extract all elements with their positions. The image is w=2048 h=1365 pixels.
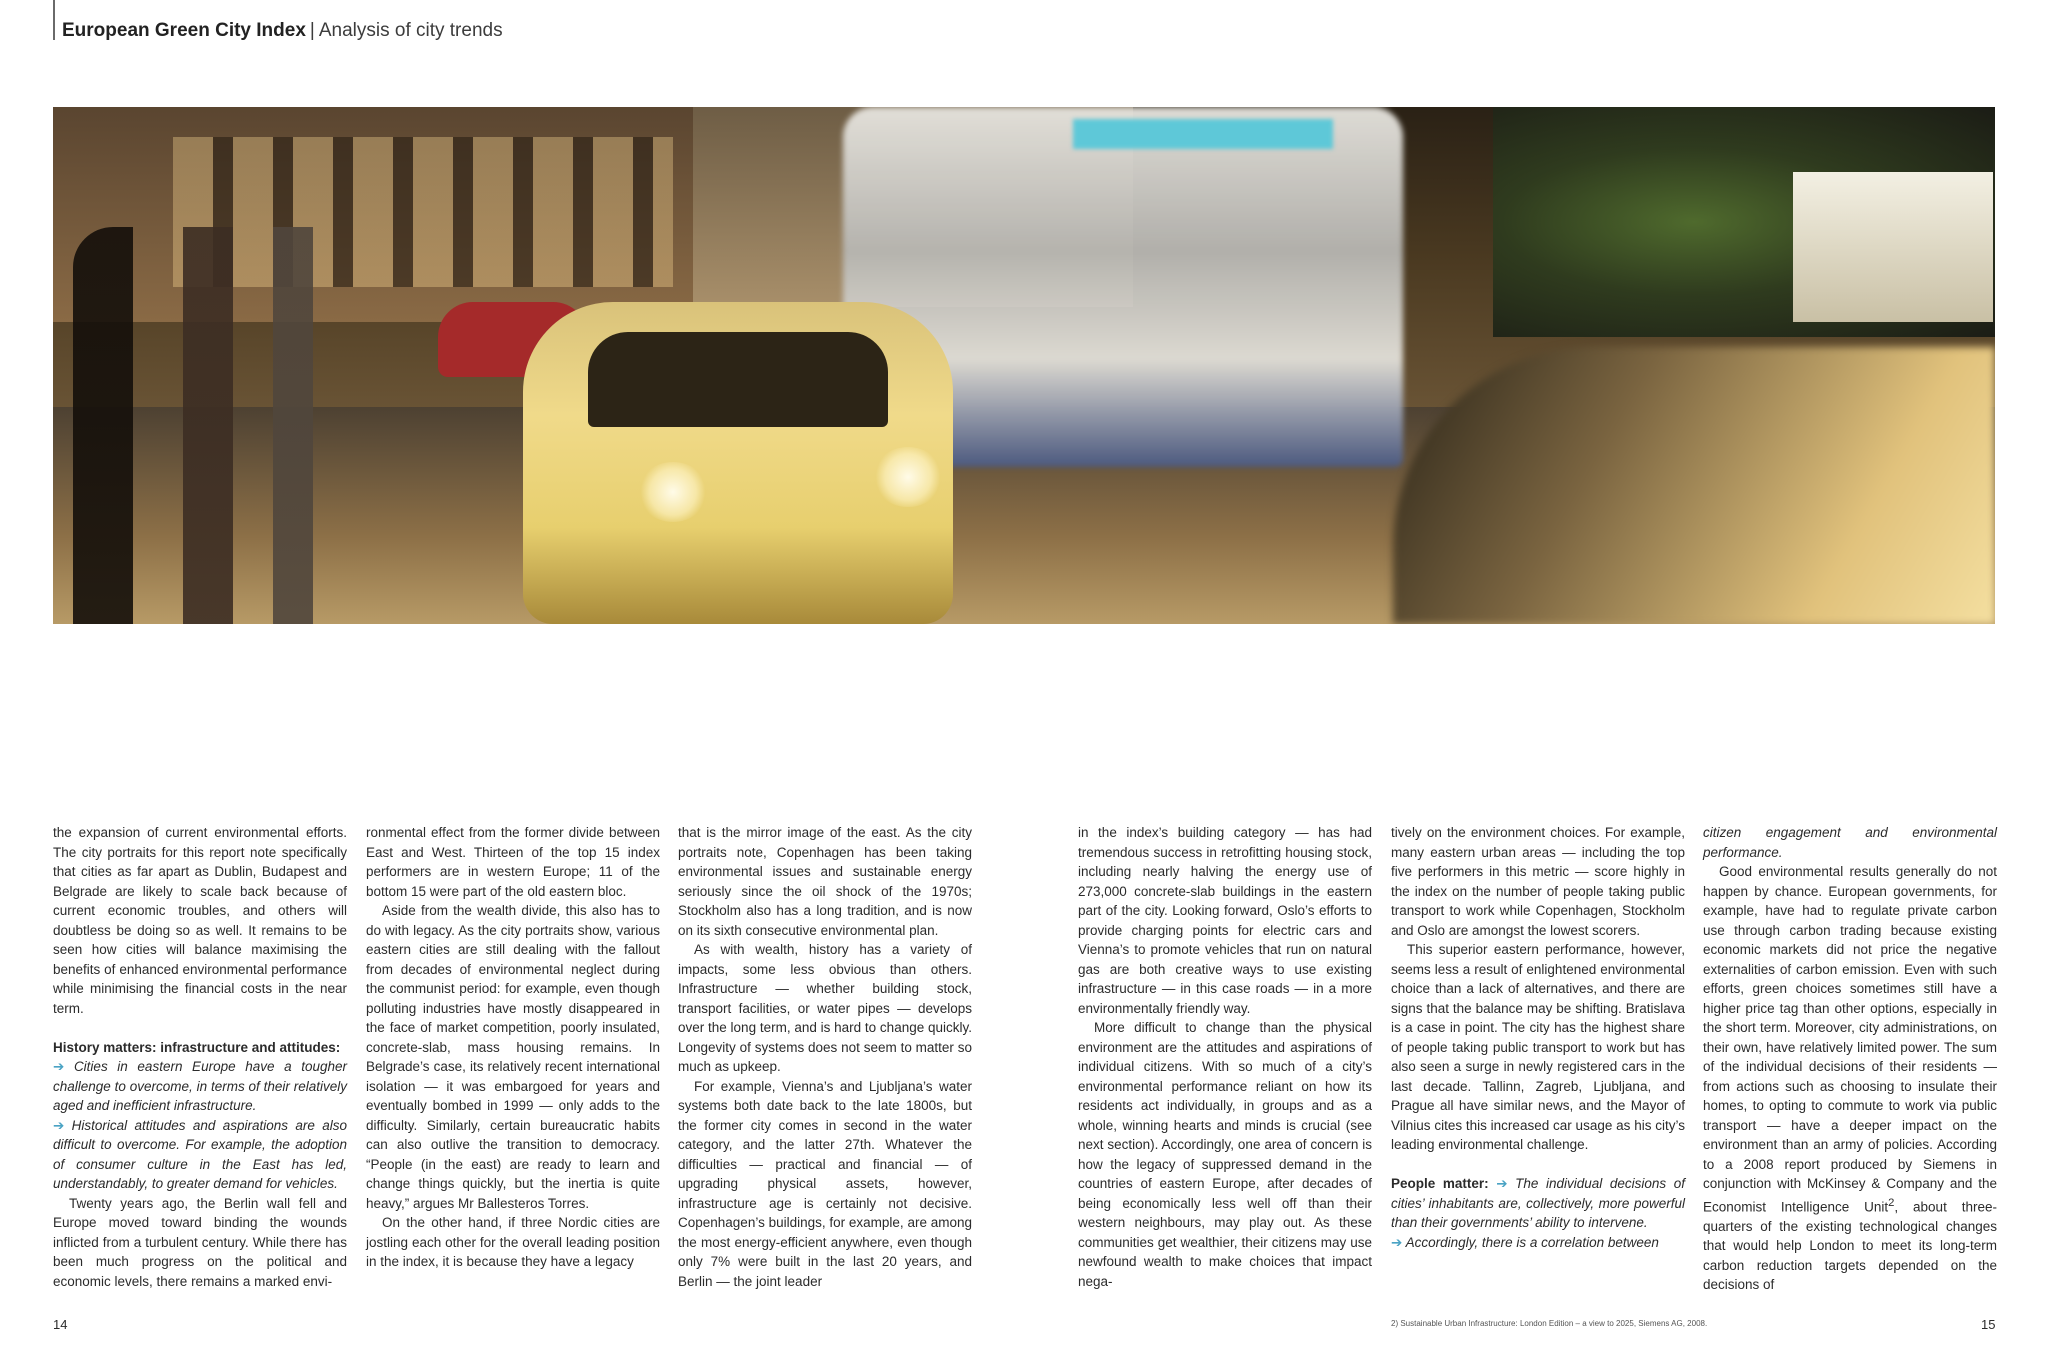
paragraph: More difficult to change than the physical environment are the attitudes and aspirations of individual citizens. With so much of a city’s environmental performance reliant on how its residents act individually, in groups and as a whole, winning hearts and minds is crucial (see next section). Accordingly, one area of concern is how the legacy of suppressed demand in the countries of eastern Europe, after decades of being economically less well off than their western neighbours, may play out. As these communities get wealthier, their citizens may use newfound wealth to make choices that impact nega-	[1078, 1020, 1372, 1289]
paragraph: This superior eastern performance, however, seems less a result of enlightened environmental choice than a lack of alternatives, and there are signs that the balance may be shifting. Bratislava is a case in point. The city has the highest share of people taking public transport to work but has also seen a surge in newly registered cars in the last decade. Tallinn, Zagreb, Ljubljana, and Prague all have similar news, and the Mayor of Vilnius cites this increased car usage as his city’s leading environmental challenge.	[1391, 942, 1685, 1152]
key-point-continued: citizen engagement and environmental performance.	[1703, 825, 1997, 860]
paragraph-text: Good environmental results generally do not happen by chance. European governments, for example, have had to regulate private carbon use through carbon trading because existing economic markets did not price the negative externalities of carbon emission. Even with such efforts, green choices sometimes still have a higher price tag than other options, especially in the short term. Moreover, city administrations, on their own, have relatively limited power. The sum of the individual decisions of their residents — from actions such as choosing to insulate their homes, to opting to commute to work via public transport — have a deeper impact on the environment than an army of policies. According to a 2008 report produced by Siemens in conjunction with McKinsey & Company and the Economist Intelligence Unit	[1703, 864, 1997, 1214]
paragraph: the expansion of current environmental efforts. The city portraits for this report note specifically that cities as far apart as Dublin, Budapest and Belgrade are likely to scale back because of current economic troubles, and others will doubtless be doing so as well. It remains to be seen how cities will balance maximising the benefits of enhanced environmental performance while minimising the financial costs in the near term.	[53, 825, 347, 1016]
key-point	[53, 1057, 347, 1116]
header-separator: |	[309, 20, 315, 41]
paragraph: ronmental effect from the former divide between East and West. Thirteen of the top 15 index performers are in western Europe; 11 of the bottom 15 were part of the old eastern bloc.	[366, 825, 660, 899]
key-point	[1391, 1233, 1685, 1253]
footnote: 2) Sustainable Urban Infrastructure: London Edition – a view to 2025, Siemens AG, 2008.	[1391, 1319, 1708, 1328]
paragraph: As with wealth, history has a variety of impacts, some less obvious than others. Infrastructure — whether building stock, transport facilities, or water pipes — develops over the long term, and is hard to change quickly. Longevity of systems does not seem to matter so much as upkeep.	[678, 942, 972, 1074]
arrow-icon: ➔	[53, 1117, 65, 1133]
photo-blurred-car	[1393, 347, 1995, 624]
text-column-6	[1703, 823, 1997, 1295]
photo-kiosk	[1793, 172, 1993, 322]
text-column-3	[678, 823, 972, 1291]
subheading-people-matter: People matter:	[1391, 1176, 1489, 1191]
footnote-marker: 2	[1888, 1196, 1895, 1209]
text-column-5	[1391, 823, 1685, 1252]
key-point-text: Accordingly, there is a correlation between	[1405, 1234, 1659, 1250]
arrow-icon: ➔	[53, 1059, 65, 1074]
key-point-text: Cities in eastern Europe have a tougher challenge to overcome, in terms of their relatively aged and inefficient infrastructure.	[53, 1059, 347, 1113]
text-column-4	[1078, 823, 1372, 1291]
paragraph: For example, Vienna’s and Ljubljana’s water systems both date back to the late 1800s, but the former city comes in second in the water category, and the latter 27th. Whatever the difficulties — practical and financial — of upgrading physical assets, however, infrastructure age is certainly not decisive. Copenhagen’s buildings, for example, are among the most energy-efficient anywhere, even though only 7% were built in the last 20 years, and Berlin — the joint leader	[678, 1078, 972, 1289]
photo-headlight-left	[638, 462, 708, 522]
subheading-history-matters: History matters: infrastructure and attitudes:	[53, 1039, 341, 1055]
paragraph: in the index’s building category — has had tremendous success in retrofitting housing stock, including nearly halving the energy use of 273,000 concrete-slab buildings in the eastern part of the city. Looking forward, Oslo’s efforts to provide charging points for electric cars and Vienna’s to promote vehicles that run on natural gas are both creative ways to use existing infrastructure — in this case roads — in a more environmentally friendly way.	[1078, 825, 1372, 1016]
photo-bus-sign	[1073, 119, 1333, 149]
header-rule	[53, 0, 55, 40]
running-header	[62, 20, 503, 42]
paragraph: Twenty years ago, the Berlin wall fell and Europe moved toward binding the wounds inflicted from a turbulent century. While there has been much progress on the political and economic levels, there remains a marked envi-	[53, 1195, 347, 1289]
photo-pedestrians	[73, 227, 363, 624]
photo-taxi-windshield	[588, 332, 888, 427]
people-matter-block	[1391, 1174, 1685, 1233]
photo-headlight-right	[873, 447, 943, 507]
paragraph-text: , about three-quarters of the existing technological changes that would help London to meet its long-term carbon reduction targets depended on the decisions of	[1703, 1199, 1997, 1292]
arrow-icon: ➔	[1496, 1176, 1508, 1191]
page-number-right: 15	[1981, 1317, 1996, 1332]
text-column-1	[53, 823, 347, 1291]
key-point	[53, 1116, 347, 1194]
night-traffic-photo	[53, 107, 1995, 624]
key-point-text: Historical attitudes and aspirations are also difficult to overcome. For example, the adoption of consumer culture in the East has led, understandably, to greater demand for vehicles.	[53, 1117, 347, 1191]
paragraph: Aside from the wealth divide, this also has to do with legacy. As the city portraits show, various eastern cities are still dealing with the fallout from decades of environmental neglect during the communist period: for example, even though polluting industries have mostly disappeared in the face of market competition, poorly insulated, concrete-slab, mass housing remains. In Belgrade’s case, its relatively recent international isolation — it was embargoed for years and eventually bombed in 1999 — only adds to the difficulty. Similarly, certain bureaucratic habits can also outlive the transition to democracy. “People (in the east) are ready to learn and change things quickly, but the inertia is quite heavy,” argues Mr Ballesteros Torres.	[366, 903, 660, 1211]
arrow-icon: ➔	[1391, 1234, 1403, 1250]
page-number-left: 14	[53, 1317, 68, 1332]
section-subtitle: Analysis of city trends	[318, 20, 503, 41]
key-point-text: The individual decisions of cities’ inhabitants are, collectively, more powerful than their governments’ ability to intervene.	[1391, 1176, 1685, 1230]
report-title: European Green City Index	[62, 20, 306, 41]
paragraph	[1703, 862, 1997, 1295]
paragraph: that is the mirror image of the east. As the city portraits note, Copenhagen has been taking environmental issues and sustainable energy seriously since the oil shock of the 1970s; Stockholm also has a long tradition, and is now on its sixth consecutive environmental plan.	[678, 825, 972, 938]
text-column-2	[366, 823, 660, 1272]
paragraph: On the other hand, if three Nordic cities are jostling each other for the overall leading position in the index, it is because they have a legacy	[366, 1215, 660, 1269]
paragraph: tively on the environment choices. For example, many eastern urban areas — including the top five performers in this metric — score highly in the index on the number of people taking public transport to work while Copenhagen, Stockholm and Oslo are amongst the lowest scorers.	[1391, 825, 1685, 938]
